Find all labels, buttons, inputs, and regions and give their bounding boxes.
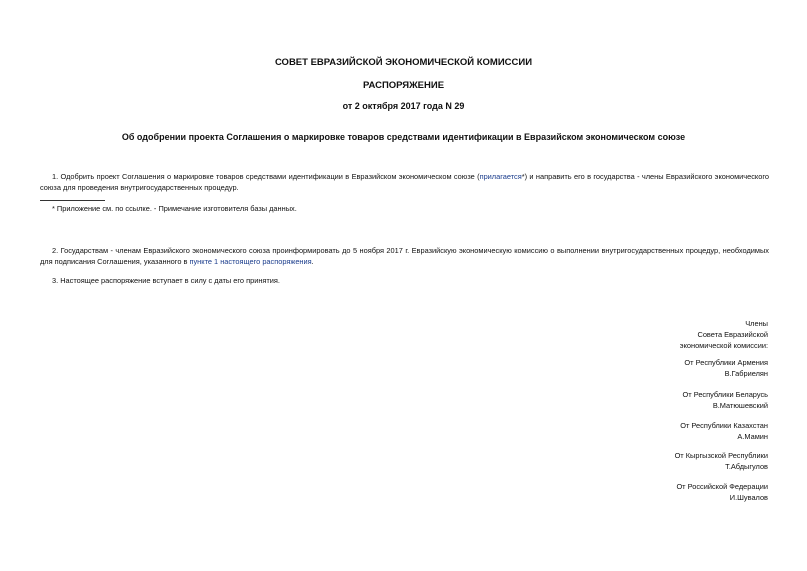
- signatory-country: От Республики Беларусь: [682, 390, 768, 399]
- paragraph-2-text-start: 2. Государствам - членам Евразийского экономического союза проинформировать до 5 ноября 2017 г. Евразийскую экономическую комиссию о выполнении внутригосударственных процедур, необходимых для подписания Соглашения, указанного в: [40, 246, 769, 266]
- organization-title: СОВЕТ ЕВРАЗИЙСКОЙ ЭКОНОМИЧЕСКОЙ КОМИССИИ: [274, 57, 533, 68]
- paragraph-1-text-start: 1. Одобрить проект Соглашения о маркировке товаров средствами идентификации в Евразийском экономическом союзе (: [52, 172, 480, 181]
- paragraph-3: 3. Настоящее распоряжение вступает в силу с даты его принятия.: [52, 276, 280, 285]
- paragraph-1: [40, 171, 769, 193]
- footnote: * Приложение см. по ссылке. - Примечание изготовителя базы данных.: [52, 204, 297, 213]
- paragraph-2-text-end: .: [311, 257, 314, 266]
- document-subject: Об одобрении проекта Соглашения о маркировке товаров средствами идентификации в Евразийском экономическом союзе: [121, 132, 686, 142]
- clause-1-link[interactable]: пункте 1 настоящего распоряжения: [189, 257, 312, 266]
- signature-block-kyrgyzstan: [675, 450, 768, 472]
- signatory-name: А.Мамин: [737, 432, 768, 441]
- signature-block-kazakhstan: [680, 420, 768, 442]
- signatory-country: От Российской Федерации: [676, 482, 768, 491]
- signatories-intro-line: экономической комиссии:: [679, 341, 768, 350]
- signatory-name: В.Габриелян: [724, 369, 768, 378]
- signatory-country: От Кыргызской Республики: [674, 451, 768, 460]
- paragraph-1-text-end: *) и направить его в государства - члены Евразийского экономического союза для проведения внутригосударственных процедур.: [40, 172, 770, 192]
- signatory-name: В.Матюшевский: [712, 401, 768, 410]
- signature-block-belarus: [683, 389, 768, 411]
- footnote-divider: [40, 200, 105, 201]
- signatory-country: От Республики Армения: [684, 358, 768, 367]
- document-type: РАСПОРЯЖЕНИЕ: [362, 80, 445, 91]
- signature-block-armenia: [684, 357, 768, 379]
- document-date-number: от 2 октября 2017 года N 29: [342, 101, 465, 111]
- signatories-intro-line: Члены: [745, 319, 768, 328]
- signatory-name: Т.Абдыгулов: [725, 462, 768, 471]
- signatories-intro: [680, 318, 768, 351]
- paragraph-2: [40, 245, 769, 267]
- signatory-name: И.Шувалов: [729, 493, 768, 502]
- attachment-link[interactable]: прилагается: [479, 172, 522, 181]
- signature-block-russia: [676, 481, 768, 503]
- signatory-country: От Республики Казахстан: [680, 421, 768, 430]
- signatories-intro-line: Совета Евразийской: [697, 330, 768, 339]
